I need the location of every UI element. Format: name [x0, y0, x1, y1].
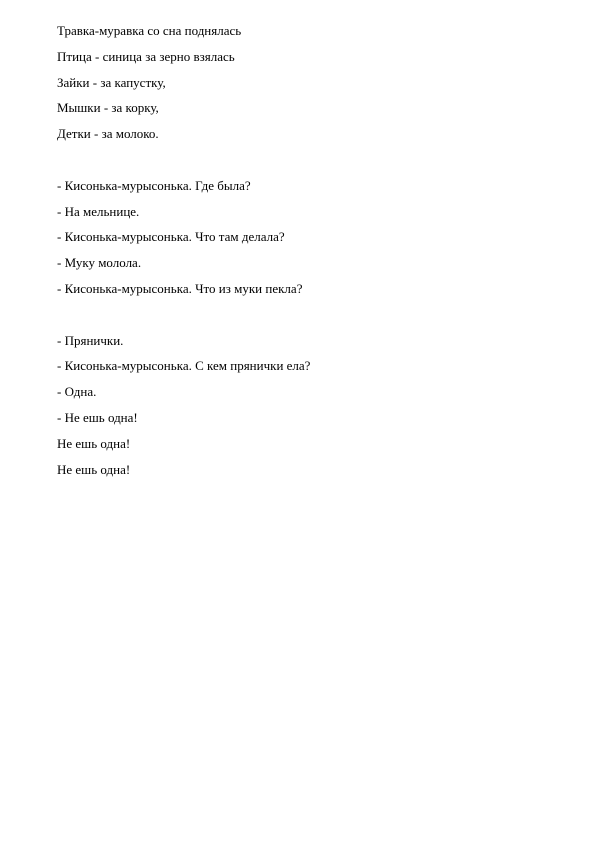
stanza-spacer [57, 302, 557, 328]
dialogue-line: - Одна. [57, 384, 97, 400]
dialogue-line: Не ешь одна! [57, 435, 131, 451]
poem-line: Птица - синица за зерно взялась [57, 48, 235, 64]
dialogue-line: - Кисонька-мурысонька. Что там делала? [57, 229, 285, 245]
dialogue-line: - На мельнице. [57, 203, 140, 219]
dialogue-line: - Прянички. [57, 332, 124, 348]
stanza-3 [57, 328, 557, 483]
stanza-1 [57, 18, 557, 147]
poem-line: Детки - за молоко. [57, 126, 159, 142]
stanza-spacer [57, 147, 557, 173]
dialogue-line: - Не ешь одна! [57, 409, 138, 425]
poem-text [57, 18, 557, 482]
stanza-2 [57, 173, 557, 302]
poem-line: Мышки - за корку, [57, 100, 159, 116]
dialogue-line: - Кисонька-мурысонька. Что из муки пекла? [57, 280, 303, 296]
dialogue-line: - Муку молола. [57, 255, 142, 271]
poem-line: Травка-муравка со сна поднялась [57, 23, 242, 38]
poem-line: Зайки - за капустку, [57, 74, 166, 90]
dialogue-line: - Кисонька-мурысонька. С кем прянички ела? [57, 358, 311, 374]
dialogue-line: - Кисонька-мурысонька. Где была? [57, 177, 251, 193]
dialogue-line: Не ешь одна! [57, 461, 131, 477]
